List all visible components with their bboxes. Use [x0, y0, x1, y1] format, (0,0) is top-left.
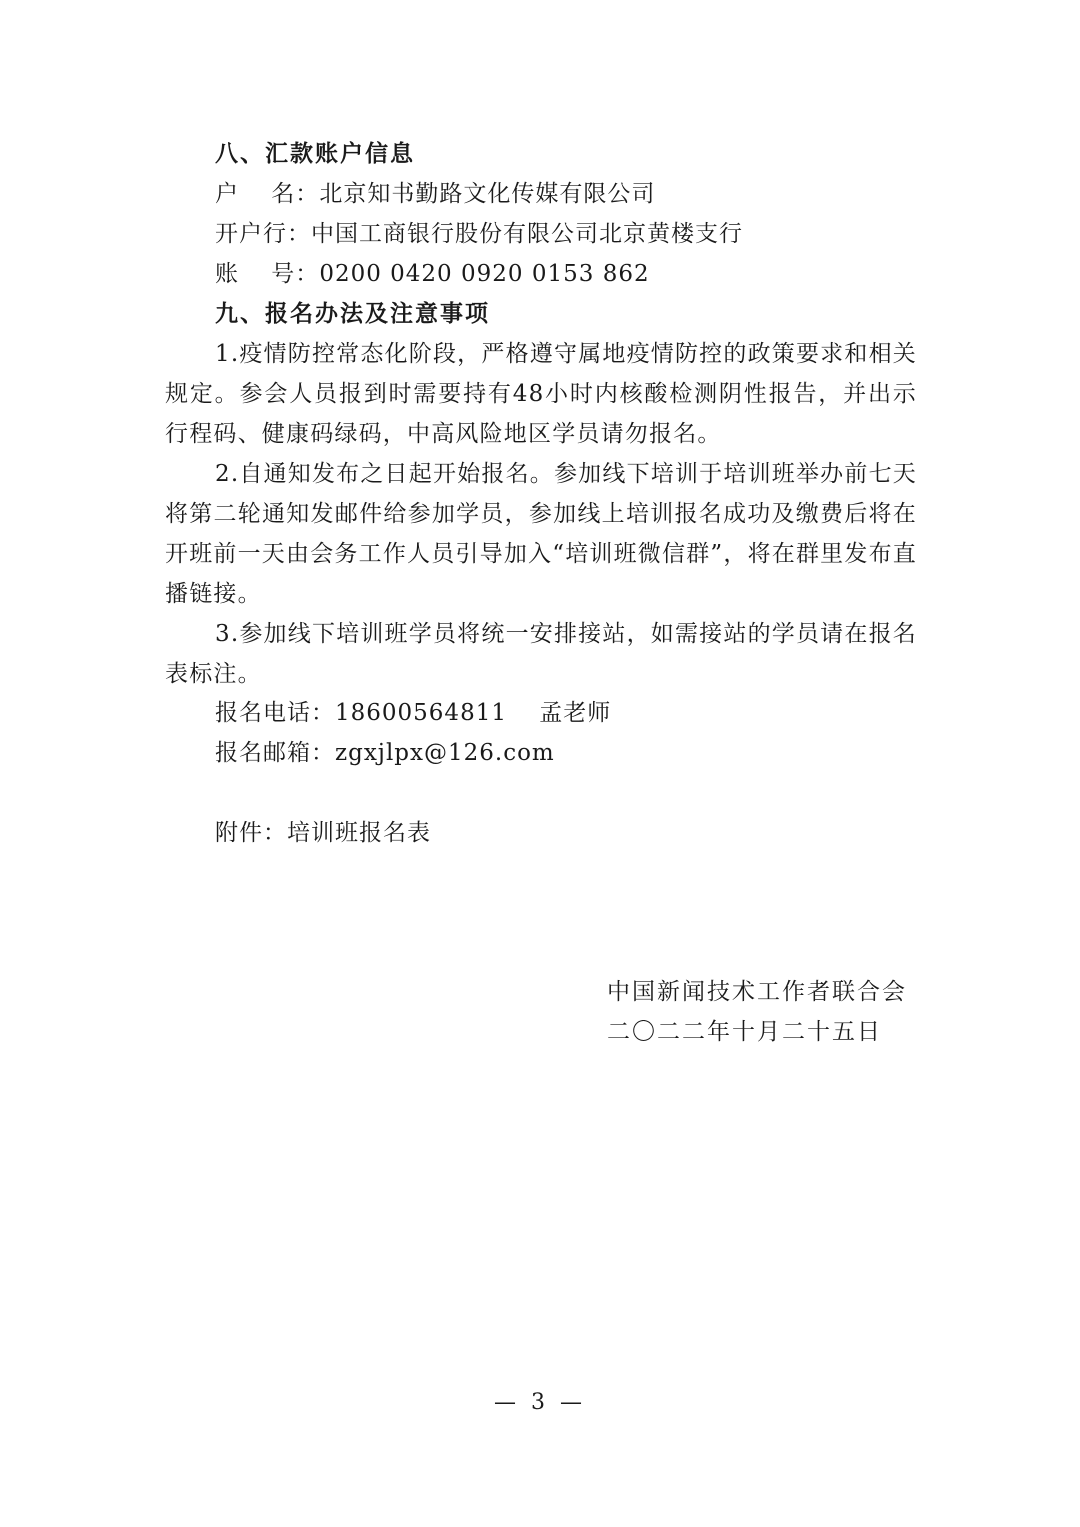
account-name-label: 户 名： — [215, 181, 320, 207]
registration-item-1: 1.疫情防控常态化阶段，严格遵守属地疫情防控的政策要求和相关规定。参会人员报到时需要持有48小时内核酸检测阴性报告，并出示行程码、健康码绿码，中高风险地区学员请勿报名。 — [165, 341, 917, 447]
account-number-row — [215, 254, 650, 294]
section-heading-registration: 九、报名办法及注意事项 — [215, 300, 490, 327]
email-label: 报名邮箱： — [215, 740, 335, 766]
registration-item-2: 2.自通知发布之日起开始报名。参加线下培训于培训班举办前七天将第二轮通知发邮件给参加学员，参加线上培训报名成功及缴费后将在开班前一天由会务工作人员引导加入“培训班微信群”，将在群里发布直播链接。 — [165, 461, 917, 607]
signature-date: 二〇二二年十月二十五日 — [607, 1019, 882, 1045]
section-heading-remittance: 八、汇款账户信息 — [215, 140, 415, 167]
bank-label: 开户行： — [215, 221, 311, 247]
email-value: zgxjlpx@126.com — [335, 740, 555, 766]
phone-value: 18600564811 孟老师 — [335, 700, 612, 726]
email-row — [215, 733, 555, 773]
account-name-value: 北京知书勤路文化传媒有限公司 — [319, 181, 656, 207]
account-name-row — [215, 174, 655, 214]
phone-row — [215, 693, 611, 733]
page-number: — 3 — — [494, 1390, 586, 1415]
attachment-note: 附件：培训班报名表 — [215, 820, 431, 846]
registration-item-3: 3.参加线下培训班学员将统一安排接站，如需接站的学员请在报名表标注。 — [165, 621, 917, 687]
signature-org: 中国新闻技术工作者联合会 — [607, 979, 907, 1005]
bank-row — [215, 214, 743, 254]
bank-value: 中国工商银行股份有限公司北京黄楼支行 — [311, 221, 743, 247]
phone-label: 报名电话： — [215, 700, 335, 726]
account-number-label: 账 号： — [215, 261, 320, 287]
account-number-value: 0200 0420 0920 0153 862 — [319, 261, 650, 287]
